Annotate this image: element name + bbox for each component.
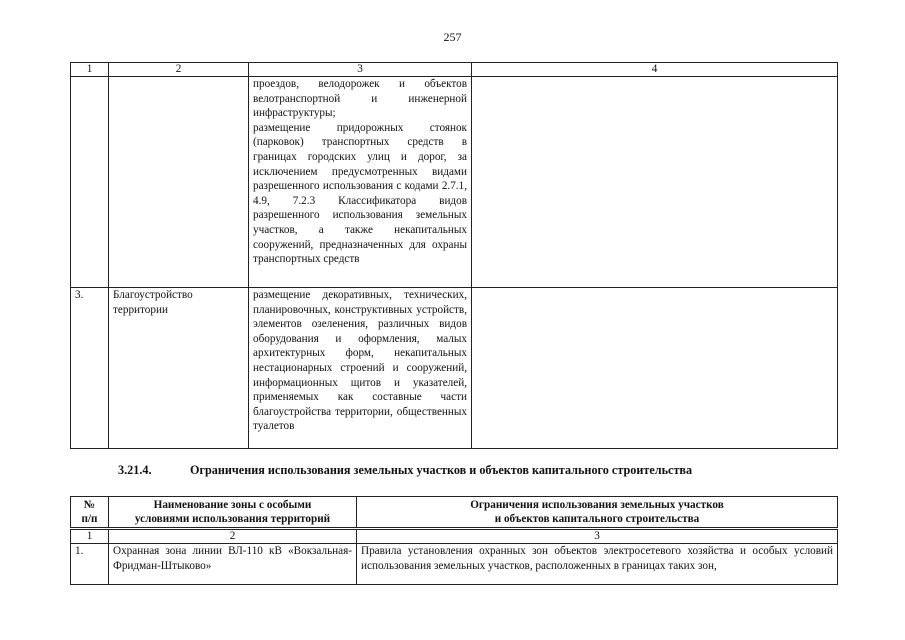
page-number: 257	[443, 30, 462, 44]
column-number-1: 1	[71, 63, 109, 77]
column-number-1: 1	[71, 529, 109, 544]
column-number-2: 2	[109, 529, 357, 544]
section-title: Ограничения использования земельных участков и объектов капитального строительства	[190, 463, 693, 477]
restrictions-table	[70, 496, 838, 585]
row-number	[71, 77, 109, 288]
section-heading	[118, 463, 692, 478]
row-number: 1.	[71, 544, 109, 585]
table-row	[71, 288, 838, 449]
table-row	[71, 77, 838, 288]
use-description: размещение декоративных, технических, планировочных, конструктивных устройств, элементов озеленения, различных видов оборудования и оформления, малых архитектурных форм, некапитальных нестационарных строений и сооружений, информационных щитов и указателей, применяемых как составные части благоустройства территории, общественных туалетов	[249, 288, 472, 449]
use-name: Благоустройство территории	[109, 288, 249, 449]
column-number-3: 3	[249, 63, 472, 77]
zone-name: Охранная зона линии ВЛ-110 кВ «Вокзальная-Фридман-Штыково»	[109, 544, 357, 585]
header-number: № п/п	[71, 497, 109, 529]
column-number-2: 2	[109, 63, 249, 77]
use-description: проездов, велодорожек и объектов велотранспортной и инженерной инфраструктуры; размещение придорожных стоянок (парковок) транспортных средств в границах городских улиц и дорог, за исключением предусмотренных видами разрешенного использования с кодами 2.7.1, 4.9, 7.2.3 Классификатора видов разрешенного использования земельных участков, а также некапитальных сооружений, предназначенных для охраны транспортных средств	[249, 77, 472, 288]
land-use-table	[70, 62, 838, 449]
use-name	[109, 77, 249, 288]
use-parameters	[472, 288, 838, 449]
table-row	[71, 544, 838, 585]
header-restrictions: Ограничения использования земельных участков и объектов капитального строительства	[357, 497, 838, 529]
column-number-4: 4	[472, 63, 838, 77]
column-number-3: 3	[357, 529, 838, 544]
table-header-row	[71, 497, 838, 529]
table-header-row	[71, 63, 838, 77]
section-number: 3.21.4.	[118, 463, 152, 477]
row-number: 3.	[71, 288, 109, 449]
header-zone-name: Наименование зоны с особыми условиями использования территорий	[109, 497, 357, 529]
use-parameters	[472, 77, 838, 288]
column-numbers-row	[71, 529, 838, 544]
zone-restrictions: Правила установления охранных зон объектов электросетевого хозяйства и особых условий использования земельных участков, расположенных в границах таких зон,	[357, 544, 838, 585]
